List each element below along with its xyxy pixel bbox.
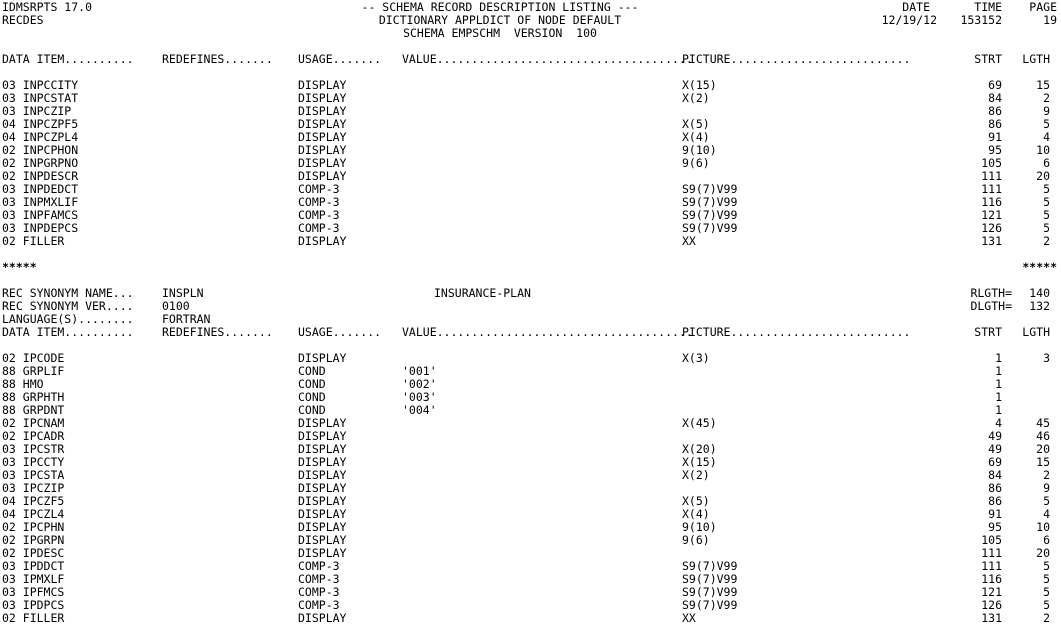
strt-cell: 111 xyxy=(981,546,1002,560)
usage-cell: DISPLAY xyxy=(298,104,347,118)
picture-cell: S9(7)V99 xyxy=(682,585,738,599)
table-row xyxy=(0,209,1061,222)
data-item-cell: 88 GRPHTH xyxy=(2,390,65,404)
strt-cell: 121 xyxy=(981,585,1002,599)
usage-cell: DISPLAY xyxy=(298,546,347,560)
picture-cell: S9(7)V99 xyxy=(682,572,738,586)
table-row xyxy=(0,482,1061,495)
picture-cell: X(45) xyxy=(682,416,717,430)
report-id: RECDES xyxy=(2,13,44,27)
picture-cell: 9(6) xyxy=(682,533,710,547)
col-strt: STRT xyxy=(974,325,1002,339)
report-title: -- SCHEMA RECORD DESCRIPTION LISTING --- xyxy=(361,0,639,14)
strt-cell: 91 xyxy=(988,507,1002,521)
value-cell: '004' xyxy=(402,403,437,417)
usage-cell: COMP-3 xyxy=(298,572,340,586)
date-value: 12/19/12 xyxy=(881,13,937,27)
lgth-cell: 2 xyxy=(1043,611,1050,624)
page-value: 19 xyxy=(1043,13,1057,27)
lgth-cell: 4 xyxy=(1043,507,1050,521)
col-redefines: REDEFINES....... xyxy=(162,325,273,339)
col-usage: USAGE....... xyxy=(298,52,382,66)
lgth-cell: 5 xyxy=(1043,117,1050,131)
lgth-cell: 10 xyxy=(1036,143,1050,157)
strt-cell: 111 xyxy=(981,182,1002,196)
data-item-cell: 02 IPCADR xyxy=(2,429,65,443)
col-redefines: REDEFINES....... xyxy=(162,52,273,66)
usage-cell: DISPLAY xyxy=(298,351,347,365)
table-row xyxy=(0,79,1061,92)
data-item-cell: 03 IPCSTR xyxy=(2,442,65,456)
data-item-cell: 03 INPCSTAT xyxy=(2,91,79,105)
table-row xyxy=(0,547,1061,560)
strt-cell: 116 xyxy=(981,195,1002,209)
usage-cell: DISPLAY xyxy=(298,416,347,430)
data-item-cell: 02 IPCNAM xyxy=(2,416,65,430)
lgth-cell: 2 xyxy=(1043,468,1050,482)
data-item-cell: 02 INPCPHON xyxy=(2,143,79,157)
usage-cell: COMP-3 xyxy=(298,182,340,196)
picture-cell: X(4) xyxy=(682,130,710,144)
strt-cell: 105 xyxy=(981,533,1002,547)
usage-cell: DISPLAY xyxy=(298,455,347,469)
lgth-cell: 15 xyxy=(1036,78,1050,92)
strt-cell: 49 xyxy=(988,442,1002,456)
strt-cell: 86 xyxy=(988,494,1002,508)
lgth-cell: 20 xyxy=(1036,546,1050,560)
usage-cell: COMP-3 xyxy=(298,221,340,235)
syn-name-value: INSPLN xyxy=(162,286,204,300)
picture-cell: S9(7)V99 xyxy=(682,182,738,196)
col-usage: USAGE....... xyxy=(298,325,382,339)
picture-cell: X(2) xyxy=(682,91,710,105)
col-lgth: LGTH xyxy=(1022,52,1050,66)
table-row xyxy=(0,456,1061,469)
table-row xyxy=(0,469,1061,482)
table-row xyxy=(0,235,1061,248)
separator-left: ***** xyxy=(2,260,37,274)
usage-cell: DISPLAY xyxy=(298,156,347,170)
picture-cell: S9(7)V99 xyxy=(682,195,738,209)
table-row xyxy=(0,560,1061,573)
table-row xyxy=(0,352,1061,365)
header-line-3 xyxy=(0,27,1061,40)
column-header-row-2 xyxy=(0,326,1061,339)
table-row xyxy=(0,508,1061,521)
table-row xyxy=(0,612,1061,624)
data-item-cell: 03 INPCZIP xyxy=(2,104,72,118)
picture-cell: X(2) xyxy=(682,468,710,482)
picture-cell: S9(7)V99 xyxy=(682,221,738,235)
data-item-cell: 03 IPDDCT xyxy=(2,559,65,573)
usage-cell: DISPLAY xyxy=(298,130,347,144)
lgth-cell: 9 xyxy=(1043,104,1050,118)
strt-cell: 69 xyxy=(988,78,1002,92)
dlgth-label: DLGTH= xyxy=(970,299,1012,313)
data-item-cell: 03 INPCCITY xyxy=(2,78,79,92)
strt-cell: 1 xyxy=(995,364,1002,378)
picture-cell: X(20) xyxy=(682,442,717,456)
usage-cell: DISPLAY xyxy=(298,91,347,105)
lgth-cell: 10 xyxy=(1036,520,1050,534)
data-item-cell: 04 INPCZPF5 xyxy=(2,117,79,131)
lgth-cell: 5 xyxy=(1043,572,1050,586)
picture-cell: S9(7)V99 xyxy=(682,208,738,222)
usage-cell: DISPLAY xyxy=(298,78,347,92)
data-item-cell: 03 INPDEPCS xyxy=(2,221,79,235)
picture-cell: XX xyxy=(682,611,696,624)
lgth-cell: 45 xyxy=(1036,416,1050,430)
data-item-cell: 03 IPFMCS xyxy=(2,585,65,599)
data-item-cell: 88 HMO xyxy=(2,377,44,391)
syn-name-label: REC SYNONYM NAME... xyxy=(2,286,134,300)
picture-cell: 9(10) xyxy=(682,143,717,157)
rlgth-label: RLGTH= xyxy=(970,286,1012,300)
lgth-cell: 5 xyxy=(1043,585,1050,599)
usage-cell: COND xyxy=(298,403,326,417)
table-row xyxy=(0,118,1061,131)
syn-ver-label: REC SYNONYM VER.... xyxy=(2,299,134,313)
schema-title: SCHEMA EMPSCHM VERSION 100 xyxy=(403,26,597,40)
strt-cell: 126 xyxy=(981,221,1002,235)
table-row xyxy=(0,391,1061,404)
lgth-cell: 20 xyxy=(1036,169,1050,183)
usage-cell: COMP-3 xyxy=(298,585,340,599)
lgth-cell: 5 xyxy=(1043,494,1050,508)
data-item-cell: 03 IPCZIP xyxy=(2,481,65,495)
program-name: IDMSRPTS 17.0 xyxy=(2,0,93,14)
strt-cell: 105 xyxy=(981,156,1002,170)
usage-cell: DISPLAY xyxy=(298,520,347,534)
col-data-item: DATA ITEM.......... xyxy=(2,52,134,66)
usage-cell: DISPLAY xyxy=(298,507,347,521)
usage-cell: COND xyxy=(298,364,326,378)
strt-cell: 91 xyxy=(988,130,1002,144)
strt-cell: 1 xyxy=(995,403,1002,417)
usage-cell: COMP-3 xyxy=(298,598,340,612)
strt-cell: 126 xyxy=(981,598,1002,612)
picture-cell: X(5) xyxy=(682,117,710,131)
strt-cell: 121 xyxy=(981,208,1002,222)
dlgth-value: 132 xyxy=(1029,299,1050,313)
table-row xyxy=(0,105,1061,118)
picture-cell: X(4) xyxy=(682,507,710,521)
data-item-cell: 88 GRPDNT xyxy=(2,403,65,417)
data-item-cell: 03 IPCCTY xyxy=(2,455,65,469)
col-lgth: LGTH xyxy=(1022,325,1050,339)
table-row xyxy=(0,521,1061,534)
lgth-cell: 9 xyxy=(1043,481,1050,495)
data-item-cell: 02 IPCPHN xyxy=(2,520,65,534)
lgth-cell: 5 xyxy=(1043,182,1050,196)
data-item-cell: 03 IPDPCS xyxy=(2,598,65,612)
strt-cell: 86 xyxy=(988,481,1002,495)
data-item-cell: 02 INPGRPNO xyxy=(2,156,79,170)
usage-cell: DISPLAY xyxy=(298,442,347,456)
usage-cell: DISPLAY xyxy=(298,481,347,495)
picture-cell: 9(6) xyxy=(682,156,710,170)
table-row xyxy=(0,222,1061,235)
picture-cell: S9(7)V99 xyxy=(682,598,738,612)
table-row xyxy=(0,92,1061,105)
strt-cell: 1 xyxy=(995,351,1002,365)
table-row xyxy=(0,183,1061,196)
language-label: LANGUAGE(S)........ xyxy=(2,312,134,326)
data-item-cell: 02 INPDESCR xyxy=(2,169,79,183)
lgth-cell: 5 xyxy=(1043,221,1050,235)
strt-cell: 86 xyxy=(988,117,1002,131)
value-cell: '003' xyxy=(402,390,437,404)
table-row xyxy=(0,443,1061,456)
table-row xyxy=(0,534,1061,547)
table-row xyxy=(0,599,1061,612)
strt-cell: 95 xyxy=(988,143,1002,157)
strt-cell: 84 xyxy=(988,91,1002,105)
col-value: VALUE..................................... xyxy=(402,52,693,66)
record-name: INSURANCE-PLAN xyxy=(434,286,531,300)
page-label: PAGE xyxy=(1029,0,1057,14)
usage-cell: DISPLAY xyxy=(298,468,347,482)
data-item-cell: 02 FILLER xyxy=(2,234,65,248)
usage-cell: COMP-3 xyxy=(298,559,340,573)
table-row xyxy=(0,170,1061,183)
usage-cell: COMP-3 xyxy=(298,208,340,222)
picture-cell: X(15) xyxy=(682,78,717,92)
record-info-line-1 xyxy=(0,287,1061,300)
separator-row xyxy=(0,261,1061,274)
data-item-cell: 03 INPFAMCS xyxy=(2,208,79,222)
strt-cell: 131 xyxy=(981,234,1002,248)
table-row xyxy=(0,430,1061,443)
strt-cell: 1 xyxy=(995,390,1002,404)
data-item-cell: 02 IPCODE xyxy=(2,351,65,365)
separator-right: ***** xyxy=(1022,260,1057,274)
language-value: FORTRAN xyxy=(162,312,211,326)
usage-cell: COND xyxy=(298,377,326,391)
strt-cell: 4 xyxy=(995,416,1002,430)
lgth-cell: 5 xyxy=(1043,559,1050,573)
table-row xyxy=(0,586,1061,599)
table-row xyxy=(0,365,1061,378)
column-header-row xyxy=(0,53,1061,66)
strt-cell: 49 xyxy=(988,429,1002,443)
picture-cell: X(15) xyxy=(682,455,717,469)
table-row xyxy=(0,417,1061,430)
data-item-cell: 03 INPDEDCT xyxy=(2,182,79,196)
picture-cell: XX xyxy=(682,234,696,248)
data-item-cell: 03 INPMXLIF xyxy=(2,195,79,209)
lgth-cell: 5 xyxy=(1043,195,1050,209)
data-item-cell: 04 INPCZPL4 xyxy=(2,130,79,144)
picture-cell: X(5) xyxy=(682,494,710,508)
usage-cell: DISPLAY xyxy=(298,143,347,157)
picture-cell: 9(10) xyxy=(682,520,717,534)
lgth-cell: 6 xyxy=(1043,156,1050,170)
strt-cell: 116 xyxy=(981,572,1002,586)
strt-cell: 1 xyxy=(995,377,1002,391)
usage-cell: DISPLAY xyxy=(298,494,347,508)
usage-cell: COND xyxy=(298,390,326,404)
table-row xyxy=(0,495,1061,508)
data-item-cell: 03 IPCSTA xyxy=(2,468,65,482)
col-strt: STRT xyxy=(974,52,1002,66)
value-cell: '001' xyxy=(402,364,437,378)
usage-cell: DISPLAY xyxy=(298,611,347,624)
col-value: VALUE..................................... xyxy=(402,325,693,339)
strt-cell: 111 xyxy=(981,169,1002,183)
strt-cell: 86 xyxy=(988,104,1002,118)
col-picture: PICTURE.......................... xyxy=(682,325,911,339)
usage-cell: DISPLAY xyxy=(298,169,347,183)
table-row xyxy=(0,157,1061,170)
data-item-cell: 02 FILLER xyxy=(2,611,65,624)
picture-cell: S9(7)V99 xyxy=(682,559,738,573)
data-item-cell: 04 IPCZF5 xyxy=(2,494,65,508)
table-row xyxy=(0,378,1061,391)
lgth-cell: 5 xyxy=(1043,598,1050,612)
lgth-cell: 15 xyxy=(1036,455,1050,469)
lgth-cell: 2 xyxy=(1043,234,1050,248)
syn-ver-value: 0100 xyxy=(162,299,190,313)
strt-cell: 69 xyxy=(988,455,1002,469)
dictionary-title: DICTIONARY APPLDICT OF NODE DEFAULT xyxy=(378,13,622,27)
data-item-cell: 02 IPGRPN xyxy=(2,533,65,547)
strt-cell: 131 xyxy=(981,611,1002,624)
lgth-cell: 2 xyxy=(1043,91,1050,105)
table-row xyxy=(0,573,1061,586)
usage-cell: DISPLAY xyxy=(298,429,347,443)
usage-cell: DISPLAY xyxy=(298,117,347,131)
time-label: TIME xyxy=(974,0,1002,14)
data-item-cell: 88 GRPLIF xyxy=(2,364,65,378)
usage-cell: COMP-3 xyxy=(298,195,340,209)
record-info-line-2 xyxy=(0,300,1061,313)
table-row xyxy=(0,196,1061,209)
data-item-cell: 04 IPCZL4 xyxy=(2,507,65,521)
rlgth-value: 140 xyxy=(1029,286,1050,300)
col-picture: PICTURE.......................... xyxy=(682,52,911,66)
table-row xyxy=(0,404,1061,417)
picture-cell: X(3) xyxy=(682,351,710,365)
lgth-cell: 20 xyxy=(1036,442,1050,456)
date-label: DATE xyxy=(902,0,930,14)
table-row xyxy=(0,131,1061,144)
lgth-cell: 4 xyxy=(1043,130,1050,144)
usage-cell: DISPLAY xyxy=(298,533,347,547)
strt-cell: 111 xyxy=(981,559,1002,573)
value-cell: '002' xyxy=(402,377,437,391)
lgth-cell: 5 xyxy=(1043,208,1050,222)
lgth-cell: 3 xyxy=(1043,351,1050,365)
data-item-cell: 02 IPDESC xyxy=(2,546,65,560)
time-value: 153152 xyxy=(960,13,1002,27)
table-row xyxy=(0,144,1061,157)
strt-cell: 95 xyxy=(988,520,1002,534)
strt-cell: 84 xyxy=(988,468,1002,482)
col-data-item: DATA ITEM.......... xyxy=(2,325,134,339)
lgth-cell: 6 xyxy=(1043,533,1050,547)
data-item-cell: 03 IPMXLF xyxy=(2,572,65,586)
usage-cell: DISPLAY xyxy=(298,234,347,248)
lgth-cell: 46 xyxy=(1036,429,1050,443)
